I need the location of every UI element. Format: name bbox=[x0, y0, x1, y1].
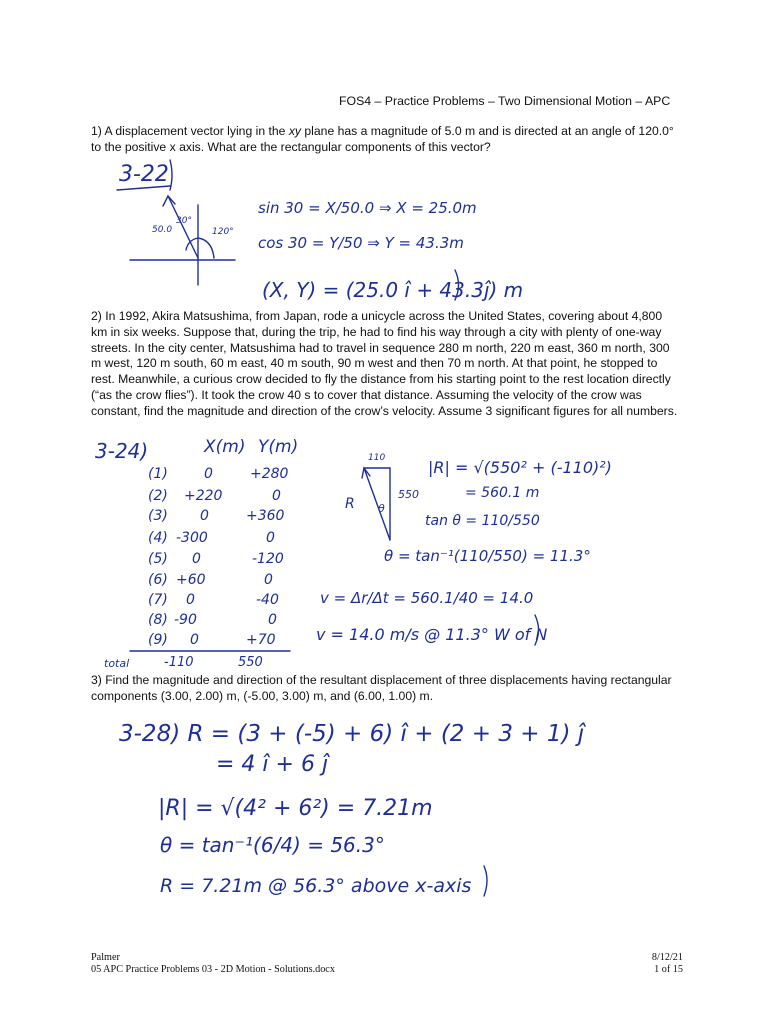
p2-row-x: +60 bbox=[176, 572, 206, 588]
page-header: FOS4 – Practice Problems – Two Dimensional Motion – APC bbox=[339, 94, 671, 108]
p3-line3: |R| = √(4² + 6²) = 7.21m bbox=[158, 796, 433, 821]
p2-row-n: (2) bbox=[148, 488, 168, 504]
p2-row-n: (3) bbox=[148, 508, 168, 524]
p2-row-n: (5) bbox=[148, 551, 168, 567]
p2-row-x: 0 bbox=[192, 551, 201, 567]
p2-row-n: (8) bbox=[148, 612, 168, 628]
p2-row-y: +280 bbox=[250, 466, 289, 482]
p1-eq1: sin 30 = X/50.0 ⇒ X = 25.0m bbox=[258, 199, 477, 217]
p1-eq2: cos 30 = Y/50 ⇒ Y = 43.3m bbox=[258, 234, 464, 252]
p2-eq5: v = Δr/Δt = 560.1/40 = 14.0 bbox=[320, 589, 534, 607]
footer-author: Palmer bbox=[91, 952, 120, 963]
footer-date: 8/12/21 bbox=[651, 952, 683, 963]
p2-col-x: X(m) bbox=[204, 437, 246, 457]
p1-vector-arrowhead bbox=[163, 196, 175, 206]
p3-line2: = 4 î + 6 ĵ bbox=[216, 752, 329, 777]
footer-filename: 05 APC Practice Problems 03 - 2D Motion - Solutions.docx bbox=[91, 964, 335, 975]
p2-row-y: +70 bbox=[246, 632, 276, 648]
p2-row-y: 0 bbox=[268, 612, 277, 628]
p2-diagram-side: 550 bbox=[398, 488, 419, 501]
p2-total-label: total bbox=[104, 657, 130, 670]
p3-handwriting bbox=[119, 721, 587, 897]
problem-1-xy: xy bbox=[288, 124, 302, 138]
p3-line5: R = 7.21m @ 56.3° above x-axis bbox=[160, 875, 472, 897]
p2-diagram-r: R bbox=[345, 496, 355, 512]
p1-vector bbox=[168, 196, 198, 258]
p2-row-y: -40 bbox=[256, 592, 279, 608]
p2-eq3: tan θ = 110/550 bbox=[425, 513, 540, 529]
p2-row-y: 0 bbox=[266, 530, 275, 546]
p1-label: 3-22 bbox=[119, 162, 169, 187]
p2-row-y: 0 bbox=[272, 488, 281, 504]
problem-3-text: 3) Find the magnitude and direction of the resultant displacement of three displacements having rectangular components (3.00, 2.00) m, (-5.00, 3.00) m, and (6.00, 1.00) m. bbox=[91, 673, 672, 703]
p1-magnitude: 50.0 bbox=[152, 225, 173, 235]
p2-eq1: |R| = √(550² + (-110)²) bbox=[428, 458, 612, 477]
p2-total-y: 550 bbox=[238, 655, 263, 670]
p3-line1: 3-28) R = (3 + (-5) + 6) î + (2 + 3 + 1) ĵ bbox=[119, 721, 585, 747]
p3-line4: θ = tan⁻¹(6/4) = 56.3° bbox=[160, 833, 385, 857]
p2-col-y: Y(m) bbox=[258, 437, 299, 457]
p2-row-y: 0 bbox=[264, 572, 273, 588]
problem-2-text: 2) In 1992, Akira Matsushima, from Japan, rode a unicycle across the United States, covering about 4,800 km in six weeks. Suppose that, during the trip, he had to find his way through a city with plenty of one-way streets. In the city center, Matsushima had to travel in sequence 280 m north, 220 m east, 360 m north, 300 m west, 120 m south, 60 m east, 40 m south, 90 m west and then 70 m north. At that point, he stopped to rest. Meanwhile, a curious crow decided to fly the distance from his starting point to the rest location directly (“as the crow flies”). It took the crow 40 s to cover that distance. Assuming the velocity of the crow was constant, find the magnitude and direction of the crow’s velocity. Assume 3 significant figures for all numbers. bbox=[91, 309, 678, 418]
p1-handwriting bbox=[117, 160, 523, 302]
p2-row-n: (6) bbox=[148, 572, 168, 588]
footer-page-number: 1 of 15 bbox=[654, 964, 683, 975]
p2-resultant bbox=[364, 468, 390, 540]
p2-row-x: -90 bbox=[174, 612, 197, 628]
p2-eq2: = 560.1 m bbox=[465, 485, 540, 501]
problem-1-text-end: plane has a magnitude of 5.0 m and is directed at an angle of 120.0° to the positive x axis. What are the rectangular components of this vector? bbox=[91, 124, 674, 154]
p2-row-x: 0 bbox=[204, 466, 213, 482]
p2-diagram-top: 110 bbox=[368, 453, 386, 463]
p2-eq4: θ = tan⁻¹(110/550) = 11.3° bbox=[384, 547, 591, 565]
p2-row-n: (9) bbox=[148, 632, 168, 648]
footer-left bbox=[91, 952, 335, 976]
p2-row-x: -300 bbox=[176, 530, 208, 546]
p2-label: 3-24) bbox=[95, 439, 149, 463]
p2-row-y: +360 bbox=[246, 508, 285, 524]
p2-row-n: (4) bbox=[148, 530, 168, 546]
p1-angle-b: 120° bbox=[212, 227, 234, 237]
p2-row-x: 0 bbox=[190, 632, 199, 648]
p1-angle-arc bbox=[186, 238, 214, 258]
p2-row-n: (1) bbox=[148, 466, 168, 482]
footer-right bbox=[652, 952, 683, 976]
p2-eq6: v = 14.0 m/s @ 11.3° W of N bbox=[316, 625, 548, 644]
p2-diagram-theta: θ bbox=[378, 502, 385, 515]
p2-row-x: +220 bbox=[184, 488, 223, 504]
p3-answer-bracket bbox=[484, 866, 487, 896]
problem-1-text-start: 1) A displacement vector lying in the bbox=[91, 124, 289, 138]
p2-total-x: -110 bbox=[164, 655, 194, 670]
p1-result: (X, Y) = (25.0 î + 43.3ĵ) m bbox=[262, 278, 524, 302]
p2-handwriting bbox=[95, 437, 612, 670]
p2-row-y: -120 bbox=[252, 551, 284, 567]
p2-row-n: (7) bbox=[148, 592, 168, 608]
p2-row-x: 0 bbox=[186, 592, 195, 608]
p2-row-x: 0 bbox=[200, 508, 209, 524]
p1-angle-a: 30° bbox=[176, 216, 192, 226]
